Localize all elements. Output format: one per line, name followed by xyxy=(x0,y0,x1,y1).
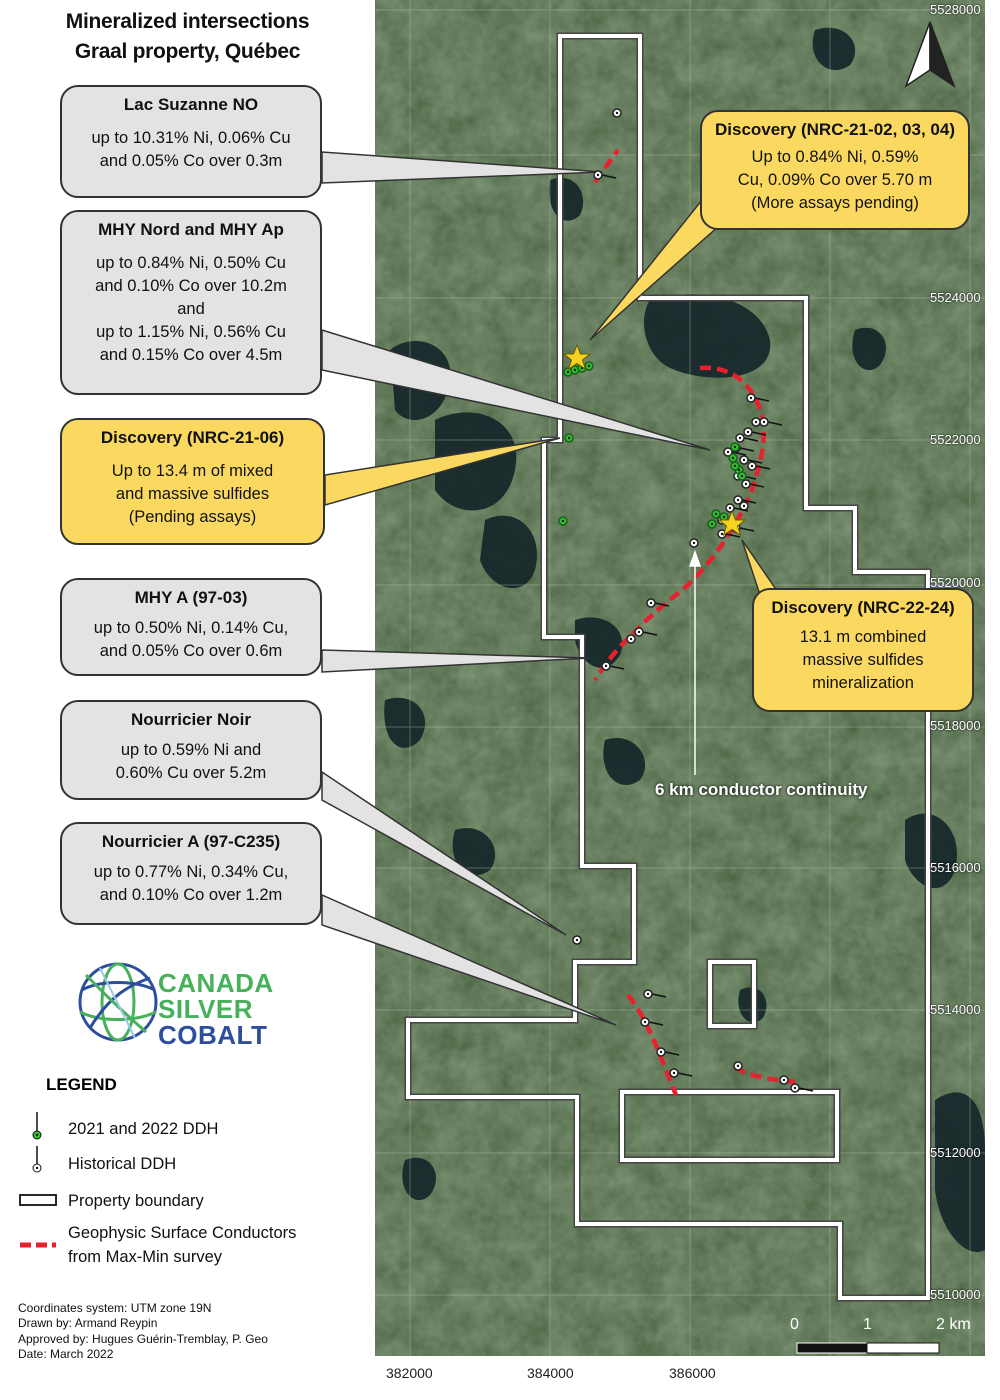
legend-new-ddh: 2021 and 2022 DDH xyxy=(68,1120,219,1138)
callout-line: 13.1 m combined xyxy=(799,628,927,646)
new-ddh-group xyxy=(559,362,746,528)
drill-trace xyxy=(602,175,616,178)
callout-line: up to 0.77% Ni, 0.34% Cu, xyxy=(93,863,289,881)
callout-discovery-nrc-21-02 xyxy=(700,110,970,230)
drill-hole-center xyxy=(734,446,736,448)
drill-hole-center xyxy=(715,513,717,515)
scale-label-0: 0 xyxy=(790,1316,799,1333)
callout-nourricier-a xyxy=(60,822,322,925)
drill-hole-center xyxy=(739,437,741,439)
drill-hole-center xyxy=(737,1065,739,1067)
utm-y-label: 5524000 xyxy=(930,290,981,305)
callout-line: (Pending assays) xyxy=(128,508,257,526)
callout-line: up to 0.84% Ni, 0.50% Cu xyxy=(96,254,286,272)
logo-text-cobalt: COBALT xyxy=(158,1020,268,1050)
callout-line: 0.60% Cu over 5.2m xyxy=(115,764,267,782)
drill-hole-center xyxy=(711,523,713,525)
drill-hole-center xyxy=(576,939,578,941)
drill-hole-center xyxy=(647,993,649,995)
scale-label-1: 1 xyxy=(863,1316,872,1333)
drill-hole-center xyxy=(763,421,765,423)
scale-bar xyxy=(797,1343,939,1353)
drill-hole-center xyxy=(721,533,723,535)
callout-nourricier-noir xyxy=(60,700,322,800)
callout-line: (More assays pending) xyxy=(751,194,919,212)
drill-hole-center xyxy=(562,520,564,522)
utm-y-label: 5510000 xyxy=(930,1287,981,1302)
drill-trace xyxy=(649,1022,663,1025)
callout-line: and 0.05% Co over 0.3m xyxy=(99,152,283,170)
drill-trace xyxy=(740,528,754,531)
drill-trace xyxy=(652,994,666,997)
callout-line: mineralization xyxy=(812,674,914,692)
callout-title: Discovery (NRC-21-02, 03, 04) xyxy=(714,120,955,139)
map-title-line2: Graal property, Québec xyxy=(74,40,301,63)
legend-title: LEGEND xyxy=(46,1075,117,1094)
legend-historical-ddh: Historical DDH xyxy=(68,1155,177,1173)
drill-trace xyxy=(768,422,782,425)
credit-line: Approved by: Hugues Guérin-Tremblay, P. Geo xyxy=(18,1331,268,1346)
drill-trace xyxy=(643,632,657,635)
drill-hole-center xyxy=(734,465,736,467)
callout-line: and 0.10% Co over 1.2m xyxy=(99,886,283,904)
drill-hole-center xyxy=(638,631,640,633)
utm-y-label: 5522000 xyxy=(930,432,981,447)
drill-hole-center xyxy=(741,475,743,477)
utm-y-label: 5528000 xyxy=(930,2,981,17)
callout-line: and 0.15% Co over 4.5m xyxy=(99,346,283,364)
drill-hole-center xyxy=(660,1051,662,1053)
callout-mhy-a xyxy=(60,578,322,676)
utm-y-label: 5518000 xyxy=(930,718,981,733)
drill-trace xyxy=(740,448,754,451)
callout-title: Discovery (NRC-21-06) xyxy=(100,428,285,447)
callout-lac-suzanne xyxy=(60,85,322,198)
drill-hole-center xyxy=(747,431,749,433)
drill-hole-center xyxy=(732,457,734,459)
callout-title: MHY A (97-03) xyxy=(134,588,248,607)
callout-line: and 0.10% Co over 10.2m xyxy=(95,277,287,295)
drill-hole-center xyxy=(616,112,618,114)
callout-leaders xyxy=(322,152,782,1025)
utm-y-label: 5514000 xyxy=(930,1002,981,1017)
drill-trace xyxy=(678,1073,692,1076)
logo-text-silver: SILVER xyxy=(158,994,253,1024)
drill-hole-center xyxy=(630,638,632,640)
callout-line: Cu, 0.09% Co over 5.70 m xyxy=(737,171,933,189)
logo-text-canada: CANADA xyxy=(158,968,274,998)
credit-line: Date: March 2022 xyxy=(18,1347,114,1362)
drill-hole-center xyxy=(605,665,607,667)
drill-hole-center xyxy=(794,1087,796,1089)
utm-y-label: 5520000 xyxy=(930,575,981,590)
callout-line: up to 1.15% Ni, 0.56% Cu xyxy=(96,323,286,341)
drill-hole-center xyxy=(574,369,576,371)
callout-title: Nourricier Noir xyxy=(131,710,251,729)
callout-title: Discovery (NRC-22-24) xyxy=(771,598,955,617)
drill-trace xyxy=(610,666,624,669)
callout-line: massive sulfides xyxy=(802,651,924,669)
callout-discovery-nrc-21-06 xyxy=(60,418,325,545)
legend-conductors-line1: Geophysic Surface Conductors xyxy=(68,1224,297,1242)
drill-hole-center xyxy=(755,421,757,423)
drill-hole-center xyxy=(650,602,652,604)
credit-line: Drawn by: Armand Reypin xyxy=(18,1316,158,1331)
callout-line: and xyxy=(177,300,205,318)
callout-line: up to 10.31% Ni, 0.06% Cu xyxy=(91,129,291,147)
callout-line: and massive sulfides xyxy=(115,485,270,503)
map-title-line1: Mineralized intersections xyxy=(65,10,310,33)
drill-hole-center xyxy=(567,371,569,373)
conductor-continuity-label: 6 km conductor continuity xyxy=(655,780,868,799)
callout-line: Up to 0.84% Ni, 0.59% xyxy=(751,148,919,166)
utm-y-label: 5512000 xyxy=(930,1145,981,1160)
conductor-arrow xyxy=(690,552,700,775)
callout-mhy-nord xyxy=(60,210,322,395)
drill-hole-center xyxy=(743,459,745,461)
utm-x-label: 382000 xyxy=(386,1365,433,1381)
scale-label-2: 2 km xyxy=(936,1316,971,1333)
north-arrow-icon xyxy=(906,22,954,86)
callout-line: Up to 13.4 m of mixed xyxy=(111,462,274,480)
drill-hole-center xyxy=(723,516,725,518)
drill-hole-center xyxy=(693,542,695,544)
callout-title: Lac Suzanne NO xyxy=(123,95,259,114)
drill-hole-center xyxy=(751,465,753,467)
drill-hole-center xyxy=(588,365,590,367)
drill-hole-center xyxy=(737,499,739,501)
callout-title: MHY Nord and MHY Ap xyxy=(98,220,284,239)
callout-line: up to 0.59% Ni and xyxy=(120,741,262,759)
legend-conductors-line2: from Max-Min survey xyxy=(68,1248,223,1266)
drill-hole-center xyxy=(743,505,745,507)
callout-line: and 0.05% Co over 0.6m xyxy=(99,642,283,660)
drill-hole-center xyxy=(597,174,599,176)
drill-hole-center xyxy=(745,483,747,485)
discovery-stars xyxy=(564,345,745,535)
legend-symbols xyxy=(20,1112,56,1245)
callout-line: up to 0.50% Ni, 0.14% Cu, xyxy=(93,619,289,637)
drill-hole-center xyxy=(750,397,752,399)
drill-hole-center xyxy=(568,437,570,439)
legend-property-boundary: Property boundary xyxy=(68,1192,204,1210)
credit-line: Coordinates system: UTM zone 19N xyxy=(18,1301,212,1315)
utm-x-label: 386000 xyxy=(669,1365,716,1381)
drill-hole-center xyxy=(644,1021,646,1023)
callout-discovery-nrc-22-24 xyxy=(752,588,974,712)
company-logo-icon xyxy=(80,964,156,1040)
drill-hole-center xyxy=(727,451,729,453)
drill-trace xyxy=(744,438,758,441)
map-credits xyxy=(18,1301,268,1363)
drill-hole-center xyxy=(783,1079,785,1081)
callout-title: Nourricier A (97-C235) xyxy=(101,832,281,851)
utm-x-label: 384000 xyxy=(527,1365,574,1381)
utm-y-label: 5516000 xyxy=(930,860,981,875)
drill-hole-center xyxy=(673,1072,675,1074)
drill-trace xyxy=(665,1052,679,1055)
drill-hole-center xyxy=(729,507,731,509)
